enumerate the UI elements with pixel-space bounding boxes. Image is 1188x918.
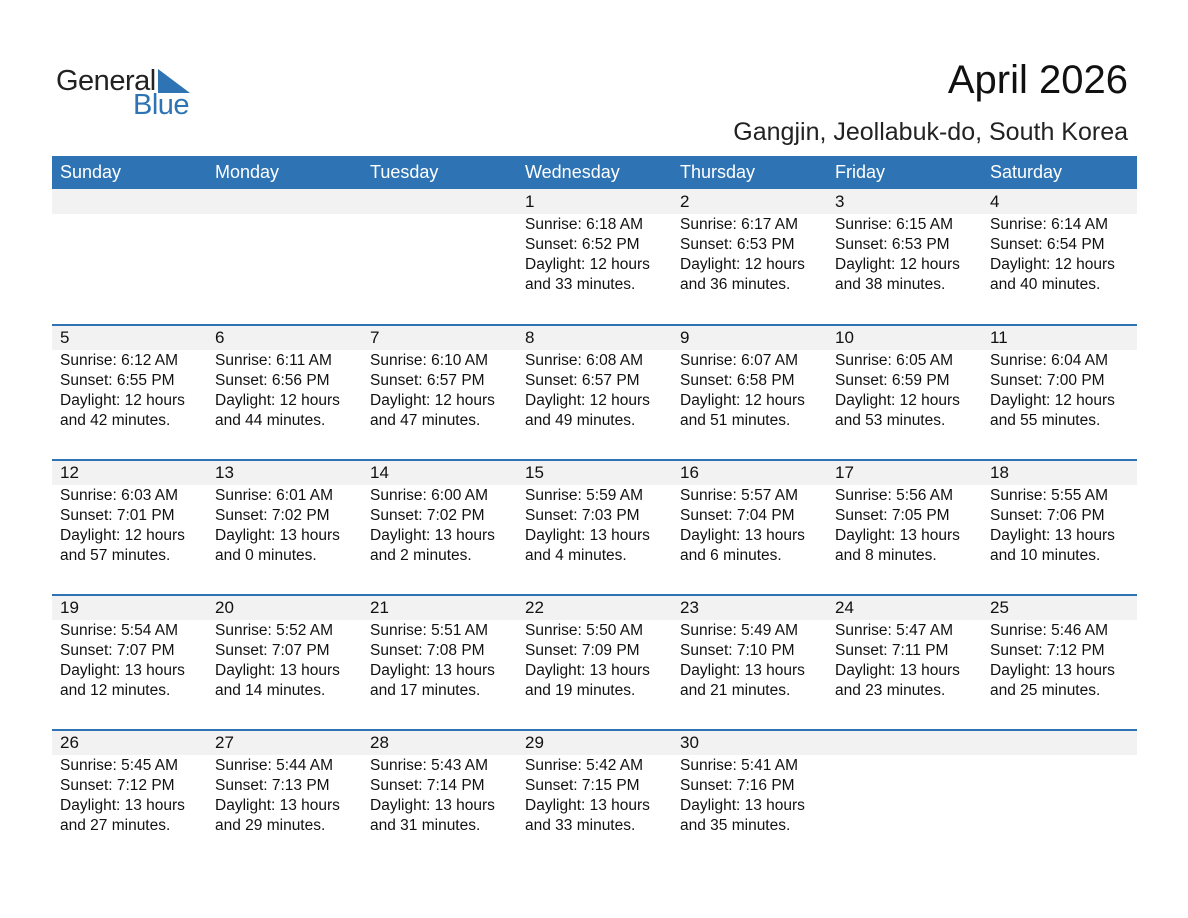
daylight-text: and 14 minutes. <box>215 682 326 699</box>
sunrise-text: Sunrise: 5:47 AM <box>835 622 954 639</box>
calendar-week <box>52 324 1137 459</box>
day-cell <box>517 189 672 324</box>
sunset-text: Sunset: 7:16 PM <box>680 777 795 794</box>
day-cell <box>207 326 362 459</box>
day-details <box>517 214 672 295</box>
daylight-text: and 35 minutes. <box>680 817 791 834</box>
sunset-text: Sunset: 7:15 PM <box>525 777 640 794</box>
daylight-text: and 51 minutes. <box>680 412 791 429</box>
daylight-text: Daylight: 12 hours <box>60 392 185 409</box>
day-cell <box>52 596 207 729</box>
empty-day-header <box>52 189 207 214</box>
day-number: 9 <box>672 326 827 350</box>
weekday-saturday: Saturday <box>990 162 1063 182</box>
day-cell <box>827 596 982 729</box>
day-cell <box>362 461 517 594</box>
sunset-text: Sunset: 7:03 PM <box>525 507 640 524</box>
sunset-text: Sunset: 6:53 PM <box>835 236 950 253</box>
day-details <box>672 214 827 295</box>
sunrise-text: Sunrise: 6:04 AM <box>990 352 1109 369</box>
day-cell <box>827 461 982 594</box>
daylight-text: Daylight: 13 hours <box>215 662 340 679</box>
day-cell <box>52 731 207 864</box>
day-cell <box>672 461 827 594</box>
calendar-week <box>52 594 1137 729</box>
sunset-text: Sunset: 7:13 PM <box>215 777 330 794</box>
sunrise-text: Sunrise: 6:10 AM <box>370 352 489 369</box>
day-number: 20 <box>207 596 362 620</box>
day-details <box>517 485 672 566</box>
day-number: 6 <box>207 326 362 350</box>
calendar-body <box>52 189 1137 864</box>
day-cell <box>362 596 517 729</box>
daylight-text: and 53 minutes. <box>835 412 946 429</box>
day-details <box>827 620 982 701</box>
sunset-text: Sunset: 7:07 PM <box>215 642 330 659</box>
sunrise-text: Sunrise: 5:42 AM <box>525 757 644 774</box>
day-number: 14 <box>362 461 517 485</box>
sunrise-text: Sunrise: 5:41 AM <box>680 757 799 774</box>
day-details <box>517 620 672 701</box>
day-details <box>672 620 827 701</box>
day-details <box>982 485 1137 566</box>
daylight-text: and 29 minutes. <box>215 817 326 834</box>
day-cell <box>982 189 1137 324</box>
calendar-week <box>52 729 1137 864</box>
empty-day-cell <box>362 189 517 324</box>
day-number: 2 <box>672 189 827 214</box>
sunset-text: Sunset: 6:55 PM <box>60 372 175 389</box>
daylight-text: and 17 minutes. <box>370 682 481 699</box>
day-cell <box>982 326 1137 459</box>
daylight-text: Daylight: 13 hours <box>215 527 340 544</box>
daylight-text: Daylight: 13 hours <box>680 797 805 814</box>
day-cell <box>672 731 827 864</box>
daylight-text: Daylight: 12 hours <box>835 392 960 409</box>
daylight-text: and 31 minutes. <box>370 817 481 834</box>
daylight-text: and 19 minutes. <box>525 682 636 699</box>
daylight-text: Daylight: 13 hours <box>680 662 805 679</box>
day-details <box>362 620 517 701</box>
sunset-text: Sunset: 7:05 PM <box>835 507 950 524</box>
sunrise-text: Sunrise: 5:45 AM <box>60 757 179 774</box>
daylight-text: Daylight: 12 hours <box>990 392 1115 409</box>
day-number: 7 <box>362 326 517 350</box>
day-cell <box>207 731 362 864</box>
weekday-header <box>52 156 1137 189</box>
logo-blue-text: Blue <box>133 89 190 121</box>
day-number: 21 <box>362 596 517 620</box>
day-details <box>517 755 672 836</box>
daylight-text: and 21 minutes. <box>680 682 791 699</box>
sunrise-text: Sunrise: 5:55 AM <box>990 487 1109 504</box>
day-cell <box>672 326 827 459</box>
empty-day-header <box>827 731 982 755</box>
daylight-text: Daylight: 13 hours <box>525 527 650 544</box>
sunrise-text: Sunrise: 6:07 AM <box>680 352 799 369</box>
day-details <box>207 485 362 566</box>
daylight-text: and 0 minutes. <box>215 547 317 564</box>
sunset-text: Sunset: 7:12 PM <box>60 777 175 794</box>
day-cell <box>362 731 517 864</box>
daylight-text: and 25 minutes. <box>990 682 1101 699</box>
sunset-text: Sunset: 7:14 PM <box>370 777 485 794</box>
calendar-week <box>52 189 1137 324</box>
daylight-text: and 8 minutes. <box>835 547 937 564</box>
weekday-friday: Friday <box>835 162 886 182</box>
day-number: 17 <box>827 461 982 485</box>
daylight-text: Daylight: 13 hours <box>680 527 805 544</box>
daylight-text: Daylight: 13 hours <box>835 662 960 679</box>
sunset-text: Sunset: 7:09 PM <box>525 642 640 659</box>
weekday-thursday: Thursday <box>680 162 756 182</box>
day-details <box>52 620 207 701</box>
sunrise-text: Sunrise: 5:54 AM <box>60 622 179 639</box>
day-cell <box>517 596 672 729</box>
daylight-text: and 55 minutes. <box>990 412 1101 429</box>
sunrise-text: Sunrise: 6:00 AM <box>370 487 489 504</box>
daylight-text: Daylight: 12 hours <box>990 256 1115 273</box>
empty-day-cell <box>982 731 1137 864</box>
sunrise-text: Sunrise: 5:51 AM <box>370 622 489 639</box>
day-details <box>827 350 982 431</box>
daylight-text: and 42 minutes. <box>60 412 171 429</box>
daylight-text: Daylight: 13 hours <box>525 662 650 679</box>
sunset-text: Sunset: 6:54 PM <box>990 236 1105 253</box>
day-number: 22 <box>517 596 672 620</box>
daylight-text: and 2 minutes. <box>370 547 472 564</box>
day-number: 13 <box>207 461 362 485</box>
day-cell <box>827 326 982 459</box>
location-subtitle: Gangjin, Jeollabuk-do, South Korea <box>733 118 1128 146</box>
daylight-text: and 4 minutes. <box>525 547 627 564</box>
sunset-text: Sunset: 7:02 PM <box>215 507 330 524</box>
day-cell <box>52 326 207 459</box>
sunrise-text: Sunrise: 6:18 AM <box>525 216 644 233</box>
day-cell <box>982 596 1137 729</box>
daylight-text: Daylight: 12 hours <box>525 392 650 409</box>
sunset-text: Sunset: 7:04 PM <box>680 507 795 524</box>
sunset-text: Sunset: 7:12 PM <box>990 642 1105 659</box>
daylight-text: Daylight: 12 hours <box>60 527 185 544</box>
sunrise-text: Sunrise: 5:52 AM <box>215 622 334 639</box>
day-details <box>672 485 827 566</box>
day-number: 25 <box>982 596 1137 620</box>
daylight-text: Daylight: 12 hours <box>370 392 495 409</box>
sunrise-text: Sunrise: 5:59 AM <box>525 487 644 504</box>
daylight-text: Daylight: 13 hours <box>990 662 1115 679</box>
day-details <box>982 214 1137 295</box>
sunrise-text: Sunrise: 5:49 AM <box>680 622 799 639</box>
day-cell <box>362 326 517 459</box>
day-number: 28 <box>362 731 517 755</box>
day-cell <box>672 596 827 729</box>
sunrise-text: Sunrise: 6:05 AM <box>835 352 954 369</box>
empty-day-cell <box>827 731 982 864</box>
day-details <box>517 350 672 431</box>
sunset-text: Sunset: 6:59 PM <box>835 372 950 389</box>
day-details <box>362 350 517 431</box>
sunrise-text: Sunrise: 6:03 AM <box>60 487 179 504</box>
sunrise-text: Sunrise: 6:12 AM <box>60 352 179 369</box>
daylight-text: and 6 minutes. <box>680 547 782 564</box>
day-details <box>362 755 517 836</box>
day-details <box>672 350 827 431</box>
empty-day-header <box>207 189 362 214</box>
day-cell <box>52 461 207 594</box>
daylight-text: and 33 minutes. <box>525 817 636 834</box>
day-number: 4 <box>982 189 1137 214</box>
sunrise-text: Sunrise: 5:46 AM <box>990 622 1109 639</box>
calendar <box>52 156 1137 864</box>
sunset-text: Sunset: 6:52 PM <box>525 236 640 253</box>
day-number: 30 <box>672 731 827 755</box>
day-number: 8 <box>517 326 672 350</box>
day-number: 29 <box>517 731 672 755</box>
day-number: 26 <box>52 731 207 755</box>
sunset-text: Sunset: 6:53 PM <box>680 236 795 253</box>
day-details <box>52 755 207 836</box>
daylight-text: and 10 minutes. <box>990 547 1101 564</box>
day-cell <box>207 461 362 594</box>
page-title: April 2026 <box>947 58 1128 102</box>
daylight-text: Daylight: 13 hours <box>370 527 495 544</box>
sunset-text: Sunset: 6:57 PM <box>525 372 640 389</box>
sunrise-text: Sunrise: 6:17 AM <box>680 216 799 233</box>
daylight-text: Daylight: 12 hours <box>525 256 650 273</box>
sunrise-text: Sunrise: 5:50 AM <box>525 622 644 639</box>
sunset-text: Sunset: 6:56 PM <box>215 372 330 389</box>
logo <box>56 64 206 120</box>
daylight-text: and 49 minutes. <box>525 412 636 429</box>
sunrise-text: Sunrise: 5:43 AM <box>370 757 489 774</box>
weekday-sunday: Sunday <box>60 162 122 182</box>
daylight-text: Daylight: 13 hours <box>215 797 340 814</box>
daylight-text: and 38 minutes. <box>835 276 946 293</box>
sunset-text: Sunset: 7:00 PM <box>990 372 1105 389</box>
daylight-text: and 36 minutes. <box>680 276 791 293</box>
day-number: 16 <box>672 461 827 485</box>
sunrise-text: Sunrise: 6:08 AM <box>525 352 644 369</box>
day-details <box>52 350 207 431</box>
day-number: 15 <box>517 461 672 485</box>
day-cell <box>982 461 1137 594</box>
day-details <box>207 755 362 836</box>
sunset-text: Sunset: 7:06 PM <box>990 507 1105 524</box>
day-details <box>52 485 207 566</box>
day-details <box>207 350 362 431</box>
day-details <box>827 214 982 295</box>
daylight-text: Daylight: 13 hours <box>835 527 960 544</box>
day-cell <box>517 731 672 864</box>
sunrise-text: Sunrise: 5:57 AM <box>680 487 799 504</box>
sunset-text: Sunset: 7:11 PM <box>835 642 949 659</box>
logo-general-text: General <box>56 65 156 97</box>
day-cell <box>207 596 362 729</box>
sunrise-text: Sunrise: 6:01 AM <box>215 487 334 504</box>
day-cell <box>672 189 827 324</box>
day-number: 3 <box>827 189 982 214</box>
daylight-text: Daylight: 13 hours <box>60 662 185 679</box>
day-number: 27 <box>207 731 362 755</box>
day-number: 10 <box>827 326 982 350</box>
daylight-text: and 33 minutes. <box>525 276 636 293</box>
day-number: 1 <box>517 189 672 214</box>
daylight-text: Daylight: 13 hours <box>990 527 1115 544</box>
empty-day-cell <box>52 189 207 324</box>
daylight-text: and 12 minutes. <box>60 682 171 699</box>
weekday-monday: Monday <box>215 162 280 182</box>
sunset-text: Sunset: 6:57 PM <box>370 372 485 389</box>
day-cell <box>827 189 982 324</box>
sunset-text: Sunset: 7:08 PM <box>370 642 485 659</box>
day-number: 12 <box>52 461 207 485</box>
day-number: 11 <box>982 326 1137 350</box>
day-details <box>982 350 1137 431</box>
sunset-text: Sunset: 7:10 PM <box>680 642 795 659</box>
daylight-text: Daylight: 13 hours <box>525 797 650 814</box>
empty-day-header <box>362 189 517 214</box>
sunrise-text: Sunrise: 5:44 AM <box>215 757 334 774</box>
daylight-text: Daylight: 13 hours <box>370 662 495 679</box>
day-details <box>982 620 1137 701</box>
daylight-text: and 44 minutes. <box>215 412 326 429</box>
sunset-text: Sunset: 7:07 PM <box>60 642 175 659</box>
sunset-text: Sunset: 7:02 PM <box>370 507 485 524</box>
day-cell <box>517 461 672 594</box>
daylight-text: and 40 minutes. <box>990 276 1101 293</box>
daylight-text: and 27 minutes. <box>60 817 171 834</box>
day-details <box>827 485 982 566</box>
weekday-tuesday: Tuesday <box>370 162 439 182</box>
day-number: 18 <box>982 461 1137 485</box>
day-number: 23 <box>672 596 827 620</box>
daylight-text: Daylight: 12 hours <box>215 392 340 409</box>
day-cell <box>517 326 672 459</box>
day-details <box>672 755 827 836</box>
daylight-text: Daylight: 13 hours <box>60 797 185 814</box>
day-details <box>362 485 517 566</box>
daylight-text: Daylight: 12 hours <box>680 256 805 273</box>
weekday-wednesday: Wednesday <box>525 162 620 182</box>
sunset-text: Sunset: 6:58 PM <box>680 372 795 389</box>
daylight-text: and 57 minutes. <box>60 547 171 564</box>
sunrise-text: Sunrise: 6:11 AM <box>215 352 332 369</box>
day-details <box>207 620 362 701</box>
daylight-text: and 23 minutes. <box>835 682 946 699</box>
day-number: 5 <box>52 326 207 350</box>
empty-day-cell <box>207 189 362 324</box>
empty-day-header <box>982 731 1137 755</box>
sunrise-text: Sunrise: 6:15 AM <box>835 216 954 233</box>
daylight-text: Daylight: 12 hours <box>680 392 805 409</box>
calendar-week <box>52 459 1137 594</box>
daylight-text: Daylight: 12 hours <box>835 256 960 273</box>
daylight-text: and 47 minutes. <box>370 412 481 429</box>
sunset-text: Sunset: 7:01 PM <box>60 507 175 524</box>
day-number: 19 <box>52 596 207 620</box>
sunrise-text: Sunrise: 6:14 AM <box>990 216 1109 233</box>
day-number: 24 <box>827 596 982 620</box>
sunrise-text: Sunrise: 5:56 AM <box>835 487 954 504</box>
daylight-text: Daylight: 13 hours <box>370 797 495 814</box>
